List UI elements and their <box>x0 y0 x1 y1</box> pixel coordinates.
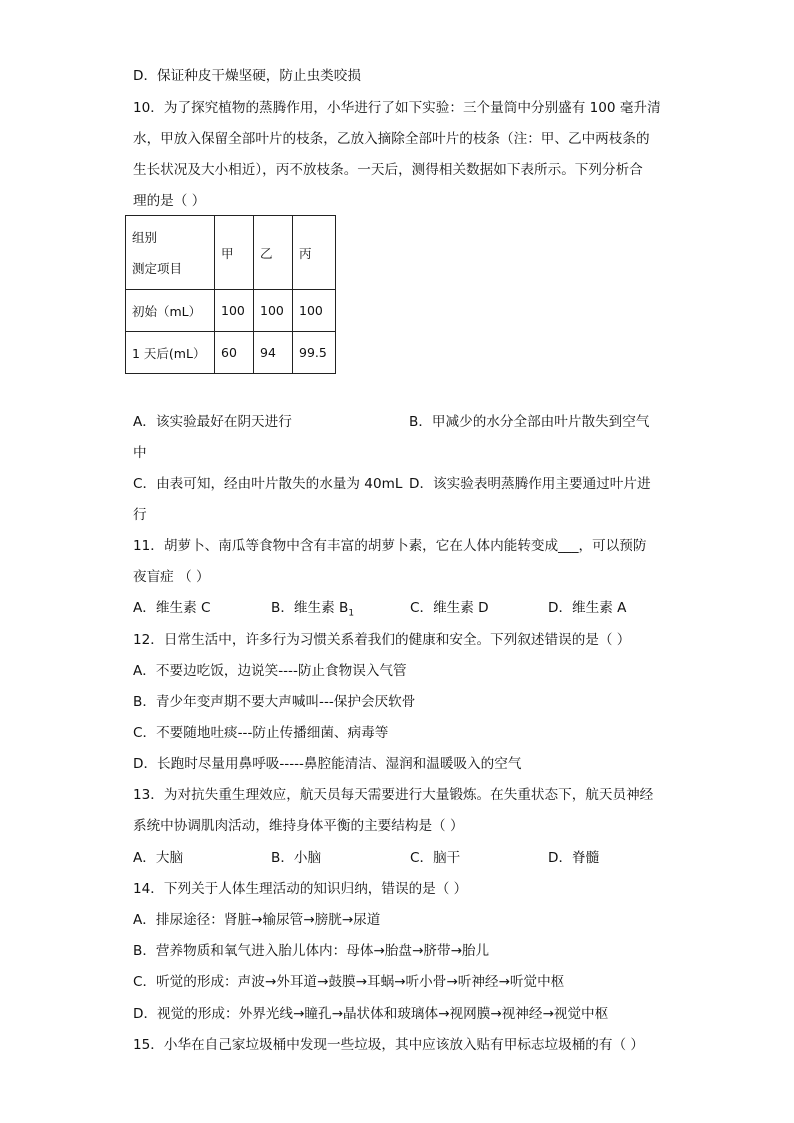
table-row <box>126 332 336 374</box>
row-label: 1 天后(mL） <box>126 332 215 374</box>
header-item-label: 测定项目 <box>132 260 183 276</box>
column-header-yi: 乙 <box>254 216 293 290</box>
experiment-table <box>125 215 336 374</box>
q10-option-b: B．甲减少的水分全部由叶片散失到空气 <box>409 414 650 430</box>
header-corner-cell <box>126 216 215 290</box>
table-cell: 99.5 <box>293 332 336 374</box>
column-header-bing: 丙 <box>293 216 336 290</box>
q11-option-b <box>271 600 354 622</box>
table-cell: 100 <box>215 290 254 332</box>
q12-option-c: C．不要随地吐痰---防止传播细菌、病毒等 <box>133 725 389 741</box>
q15-stem: 15．小华在自己家垃圾桶中发现一些垃圾，其中应该放入贴有甲标志垃圾桶的有（ ） <box>133 1037 644 1053</box>
table-cell: 100 <box>293 290 336 332</box>
q11-option-c: C．维生素 D <box>410 600 489 616</box>
q11-option-a: A．维生素 C <box>133 600 211 616</box>
table-cell: 60 <box>215 332 254 374</box>
table-row <box>126 290 336 332</box>
q10-stem-line-4: 理的是（ ） <box>133 193 206 209</box>
q14-option-a: A．排尿途径：肾脏→输尿管→膀胱→尿道 <box>133 912 381 928</box>
q14-stem: 14．下列关于人体生理活动的知识归纳，错误的是（ ） <box>133 881 468 897</box>
q14-option-c: C．听觉的形成：声波→外耳道→鼓膜→耳蜗→听小骨→听神经→听觉中枢 <box>133 974 565 990</box>
q13-stem-line-2: 系统中协调肌肉活动，维持身体平衡的主要结构是（ ） <box>133 818 464 834</box>
q10-stem-line-3: 生长状况及大小相近），丙不放枝条。一天后，测得相关数据如下表所示。下列分析合 <box>133 162 643 178</box>
q11-option-b-subscript: 1 <box>348 608 355 619</box>
q13-option-d: D．脊髓 <box>548 850 600 866</box>
q11-stem-line-1: 11．胡萝卜、南瓜等食物中含有丰富的胡萝卜素，它在人体内能转变成___，可以预防 <box>133 538 647 554</box>
q12-stem: 12．日常生活中，许多行为习惯关系着我们的健康和安全。下列叙述错误的是（ ） <box>133 632 631 648</box>
q13-option-b: B．小脑 <box>271 850 322 866</box>
q10-option-c: C．由表可知，经由叶片散失的水量为 40mL <box>133 476 403 492</box>
q11-option-d: D．维生素 A <box>548 600 627 616</box>
header-group-label: 组别 <box>132 229 158 245</box>
q10-stem-line-1: 10．为了探究植物的蒸腾作用，小华进行了如下实验：三个量筒中分别盛有 100 毫升清 <box>133 100 661 116</box>
q11-stem-line-2: 夜盲症 （ ） <box>133 569 210 585</box>
q12-option-b: B．青少年变声期不要大声喊叫---保护会厌软骨 <box>133 694 416 710</box>
q12-option-a: A．不要边吃饭，边说笑----防止食物误入气管 <box>133 663 407 679</box>
column-header-jia: 甲 <box>215 216 254 290</box>
table-header-row <box>126 216 336 290</box>
table-cell: 94 <box>254 332 293 374</box>
q14-option-d: D．视觉的形成：外界光线→瞳孔→晶状体和玻璃体→视网膜→视神经→视觉中枢 <box>133 1006 609 1022</box>
q9-option-d: D．保证种皮干燥坚硬，防止虫类咬损 <box>133 68 361 84</box>
q13-stem-line-1: 13．为对抗失重生理效应，航天员每天需要进行大量锻炼。在失重状态下，航天员神经 <box>133 787 654 803</box>
q13-option-a: A．大脑 <box>133 850 184 866</box>
table-cell: 100 <box>254 290 293 332</box>
q12-option-d: D．长跑时尽量用鼻呼吸-----鼻腔能清洁、湿润和温暖吸入的空气 <box>133 756 522 772</box>
q13-option-c: C．脑干 <box>410 850 461 866</box>
q14-option-b: B．营养物质和氧气进入胎儿体内：母体→胎盘→脐带→胎儿 <box>133 943 490 959</box>
row-label: 初始（mL） <box>126 290 215 332</box>
q10-option-a: A．该实验最好在阴天进行 <box>133 414 292 430</box>
q10-option-d: D．该实验表明蒸腾作用主要通过叶片进 <box>409 476 651 492</box>
q10-stem-line-2: 水，甲放入保留全部叶片的枝条，乙放入摘除全部叶片的枝条（注：甲、乙中两枝条的 <box>133 131 650 147</box>
q11-option-b-text: B．维生素 B <box>271 600 349 616</box>
q10-option-b-continued: 中 <box>133 445 147 461</box>
q10-option-d-continued: 行 <box>133 507 147 523</box>
